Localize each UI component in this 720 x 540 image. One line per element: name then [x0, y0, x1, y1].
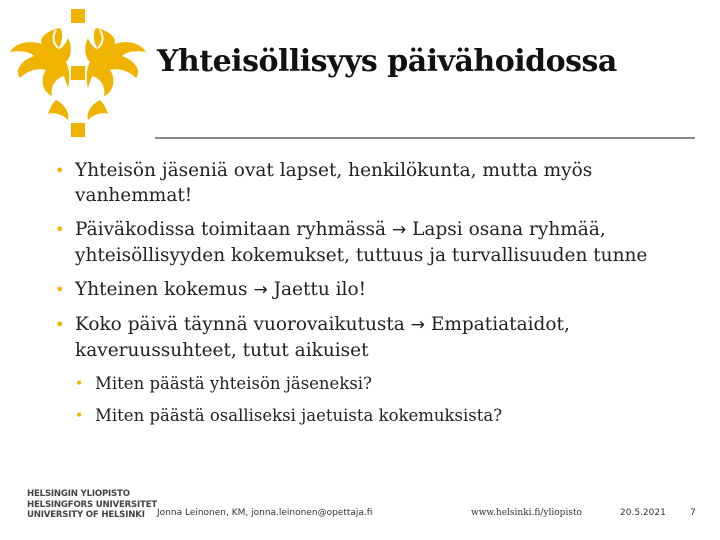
university-name-en: UNIVERSITY OF HELSINKI — [27, 510, 145, 520]
university-name-sv: HELSINGFORS UNIVERSITET — [27, 499, 158, 510]
sub-bullet-item — [70, 373, 690, 395]
arrow-right-icon: → — [253, 280, 268, 300]
sub-bullet-text: Miten päästä yhteisön jäseneksi? — [95, 374, 372, 393]
bullet-text: Päiväkodissa toimitaan ryhmässä — [75, 219, 387, 240]
university-flame-logo — [0, 0, 150, 145]
university-name — [27, 489, 157, 521]
bullet-dot-icon: • — [55, 280, 65, 299]
bullet-dot-icon: • — [75, 376, 84, 392]
bullet-dot-icon: • — [75, 408, 84, 424]
footer-author: Jonna Leinonen, KM, jonna.leinonen@opettaja.fi — [157, 508, 373, 518]
page-number: 7 — [690, 508, 696, 518]
bullet-text: Yhteinen kokemus — [75, 279, 248, 300]
bullet-text-after: Jaettu ilo! — [273, 279, 367, 300]
arrow-right-icon: → — [391, 220, 407, 240]
university-name-fi: HELSINGIN YLIOPISTO — [27, 489, 130, 499]
bullet-text-after: Empatiataidot, kaveruussuhteet, tutut aikuiset — [75, 314, 570, 361]
arrow-right-icon: → — [410, 315, 425, 335]
bullet-item — [50, 277, 690, 303]
bullet-item — [50, 217, 690, 268]
bullet-dot-icon: • — [55, 161, 65, 180]
bullet-text-after: Lapsi osana ryhmää, yhteisöllisyyden kokemukset, tuttuus ja turvallisuuden tunne — [75, 219, 648, 266]
sub-bullet-list — [70, 373, 690, 427]
slide-content — [50, 158, 690, 437]
bullet-text: Yhteisön jäseniä ovat lapset, henkilökunta, mutta myös vanhemmat! — [75, 160, 593, 206]
bullet-text: Koko päivä täynnä vuorovaikutusta — [75, 314, 405, 335]
footer-website: www.helsinki.fi/yliopisto — [471, 508, 582, 518]
bullet-item — [50, 312, 690, 363]
sub-bullet-text: Miten päästä osalliseksi jaetuista kokemuksista? — [95, 406, 503, 425]
slide-title: Yhteisöllisyys päivähoidossa — [157, 44, 617, 79]
bullet-dot-icon: • — [55, 315, 65, 334]
bullet-item — [50, 158, 690, 208]
sub-bullet-item — [70, 405, 690, 427]
bullet-dot-icon: • — [55, 220, 65, 239]
footer-date: 20.5.2021 — [620, 508, 666, 518]
title-divider — [155, 137, 695, 139]
